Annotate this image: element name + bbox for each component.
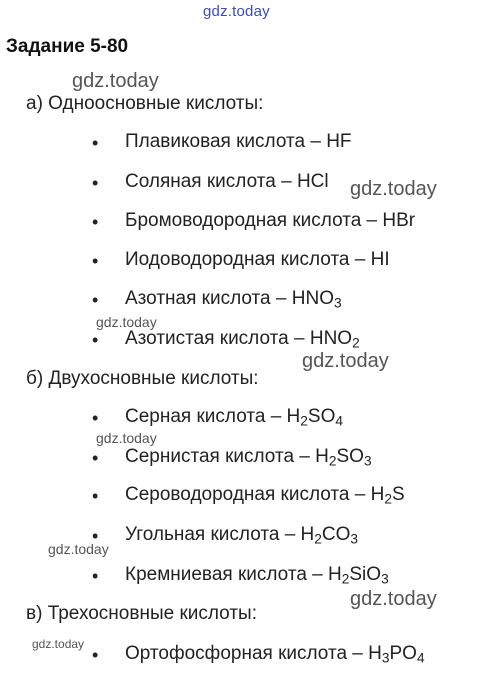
watermark: gdz.today	[72, 70, 159, 92]
bullet-icon: •	[92, 290, 99, 310]
acid-name: Сероводородная кислота – $H_2S$	[125, 484, 405, 507]
bullet-icon: •	[92, 133, 99, 153]
acid-name: Соляная кислота – HCl	[125, 171, 329, 192]
watermark: gdz.today	[302, 350, 389, 372]
acid-formula: $H_2CO_3$	[300, 524, 359, 547]
acid-name: Иодоводородная кислота – HI	[125, 249, 390, 270]
bullet-icon: •	[92, 212, 99, 232]
bullet-icon: •	[92, 526, 99, 546]
watermark-top: gdz.today	[203, 3, 270, 20]
acid-name: Кремниевая кислота – $H_2SiO_3$	[125, 564, 389, 587]
acid-formula: $HNO_3$	[291, 288, 342, 311]
bullet-icon: •	[92, 408, 99, 428]
acid-name: Серная кислота – $H_2SO_4$	[125, 406, 343, 429]
acid-formula: HCl	[296, 171, 329, 192]
watermark: gdz.today	[96, 314, 157, 330]
acid-formula: $H_3PO_4$	[368, 643, 425, 666]
acid-formula: HI	[370, 249, 390, 270]
watermark: gdz.today	[350, 178, 437, 200]
acid-name: Азотистая кислота – $HNO_2$	[125, 328, 360, 351]
acid-name: Сернистая кислота – $H_2SO_3$	[125, 446, 372, 469]
acid-name: Бромоводородная кислота – HBr	[125, 210, 416, 231]
bullet-icon: •	[92, 486, 99, 506]
watermark: gdz.today	[96, 430, 157, 446]
section-a-label: а) Одноосновные кислоты:	[26, 93, 264, 114]
bullet-icon: •	[92, 645, 99, 665]
acid-formula: $H_2S$	[370, 484, 405, 507]
page-title: Задание 5-80	[6, 36, 129, 57]
acid-name: Плавиковая кислота – HF	[125, 131, 352, 152]
bullet-icon: •	[92, 251, 99, 271]
bullet-icon: •	[92, 566, 99, 586]
bullet-icon: •	[92, 173, 99, 193]
acid-formula: $HNO_2$	[309, 328, 360, 351]
acid-formula: $H_2SO_4$	[286, 406, 343, 429]
watermark: gdz.today	[48, 541, 109, 557]
acid-formula: HBr	[382, 210, 416, 231]
section-c-label: в) Трехосновные кислоты:	[26, 603, 257, 624]
acid-formula: HF	[326, 131, 352, 152]
acid-name: Ортофосфорная кислота – $H_3PO_4$	[125, 643, 425, 666]
bullet-icon: •	[92, 330, 99, 350]
bullet-icon: •	[92, 448, 99, 468]
acid-name: Угольная кислота – $H_2CO_3$	[125, 524, 359, 547]
acid-name: Азотная кислота – $HNO_3$	[125, 288, 342, 311]
acid-formula: $H_2SO_3$	[315, 446, 372, 469]
section-b-label: б) Двухосновные кислоты:	[26, 368, 259, 389]
watermark: gdz.today	[32, 637, 85, 651]
watermark: gdz.today	[350, 588, 437, 610]
acid-formula: $H_2SiO_3$	[328, 564, 389, 587]
